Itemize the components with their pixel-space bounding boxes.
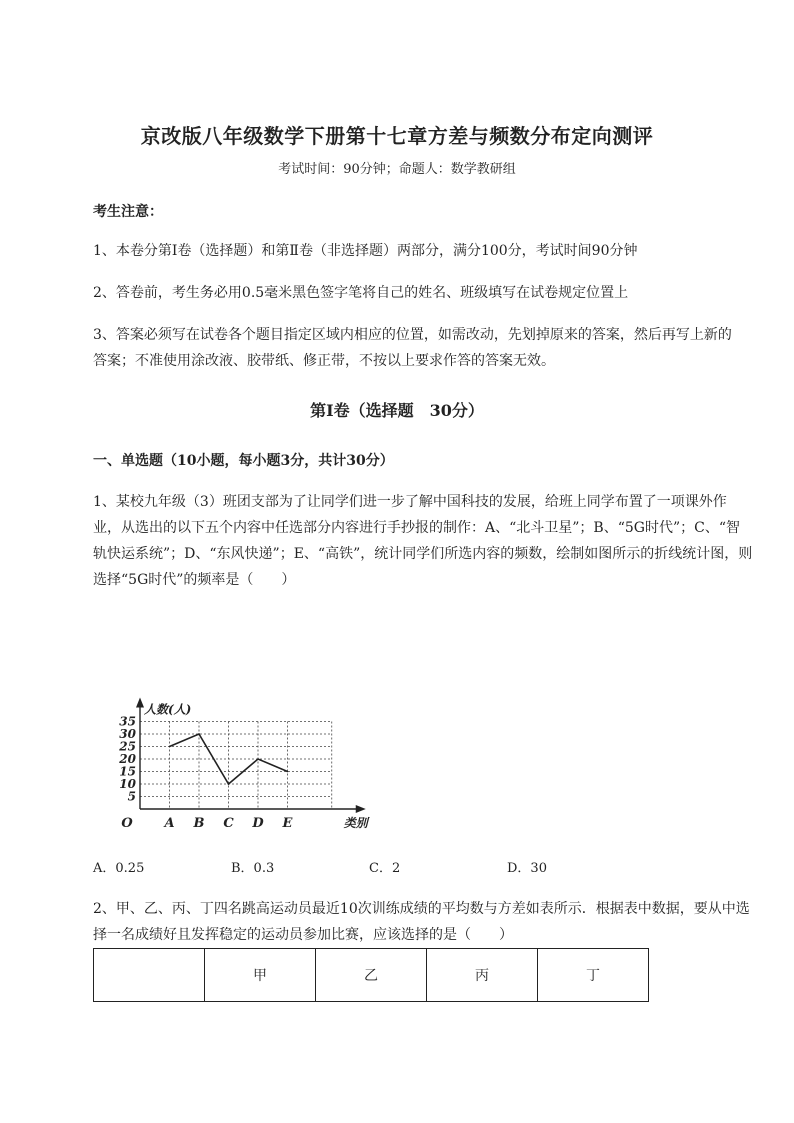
y-tick-label: 15 [119,764,136,779]
notice-item-3: 3、答案必须写在试卷各个题目指定区域内相应的位置，如需改动，先划掉原来的答案，然后再写上新的答案；不准使用涂改液、胶带纸、修正带，不按以上要求作答的答案无效。 [93,327,732,369]
origin-label: O [121,816,133,831]
y-tick-label: 35 [119,714,136,729]
x-axis-arrow [356,805,366,813]
y-tick-label: 10 [119,777,136,791]
table-header-row [94,949,649,1002]
option-b[interactable]: B．0.3 [231,861,275,876]
table-header-cell [94,949,205,1002]
y-tick-label: 5 [127,789,136,804]
x-axis-title: 类别 [343,816,368,830]
data-point-d [257,758,259,760]
data-point-a [169,746,171,748]
table-header-cell: 丙 [427,949,538,1002]
y-tick-label: 25 [119,739,136,754]
y-axis-arrow [136,698,144,708]
option-d[interactable]: D．30 [507,861,547,876]
y-tick-label: 20 [119,752,136,766]
notice-item-2: 2、答卷前，考生务必用0.5毫米黑色签字笔将自己的姓名、班级填写在试卷规定位置上 [93,285,629,301]
x-tick-label: D [252,816,264,831]
table-header-cell: 丁 [538,949,649,1002]
question-2-text: 2、甲、乙、丙、丁四名跳高运动员最近10次训练成绩的平均数与方差如表所示．根据表中数据，要从中选择一名成绩好且发挥稳定的运动员参加比赛，应该选择的是（ ） [93,901,750,943]
data-point-e [287,771,289,773]
x-tick-label: E [282,816,293,831]
data-point-c [228,783,230,785]
x-tick-label: B [193,816,205,831]
page-title: 京改版八年级数学下册第十七章方差与频数分布定向测评 [140,124,654,148]
option-a[interactable]: A．0.25 [93,861,145,876]
x-tick-label: C [223,816,234,831]
exam-info: 考试时间：90分钟；命题人：数学教研组 [278,162,516,177]
variance-table [93,948,649,1002]
question-1-text: 1、某校九年级（3）班团支部为了让同学们进一步了解中国科技的发展，给班上同学布置了一项课外作业，从选出的以下五个内容中任选部分内容进行手抄报的制作：A、“北斗卫星”；B、“5G时代”；C、“智轨快运系统”；D、“东风快递”；E、“高铁”，统计同学们所选内容的频数，绘制如图所示的折线统计图，则选择“5G时代”的频率是（ ） [93,494,753,588]
x-tick-label: A [164,816,175,831]
part-heading: 一、单选题（10小题，每小题3分，共计30分） [93,453,394,469]
chart-grid [140,722,332,810]
section-title: 第I卷（选择题 30分） [310,401,484,420]
table-header-cell: 甲 [205,949,316,1002]
option-c[interactable]: C．2 [369,861,401,876]
line-chart [110,612,368,842]
y-tick-label: 30 [119,727,136,741]
y-axis-title: 人数(人) [144,702,192,717]
data-point-b [198,733,200,735]
table-header-cell: 乙 [316,949,427,1002]
notice-item-1: 1、本卷分第I卷（选择题）和第Ⅱ卷（非选择题）两部分，满分100分，考试时间90分钟 [93,243,638,259]
notice-heading: 考生注意： [93,204,163,220]
